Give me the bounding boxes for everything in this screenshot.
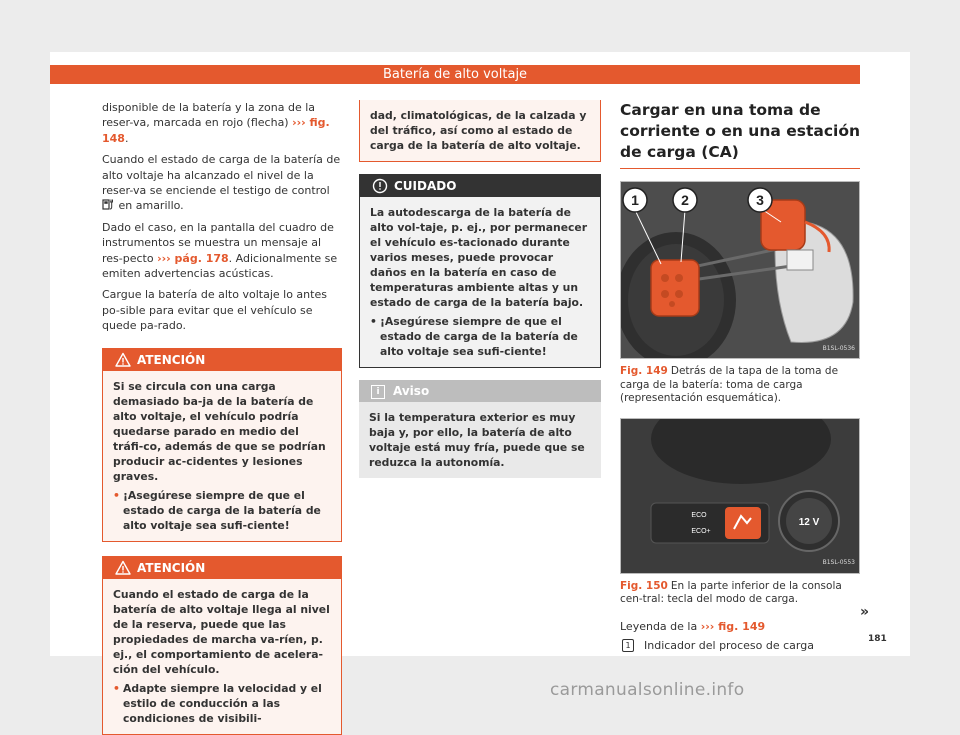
caption-text: Detrás de la tapa de la toma de carga de la batería: toma de carga (representación esquemática). (620, 365, 839, 404)
callout-2-label: 2 (681, 192, 689, 208)
paragraph (102, 100, 342, 146)
note-box (359, 380, 601, 478)
fuel-plug-icon (102, 199, 115, 210)
text: Dado el caso, en la pantalla del cuadro de instrumentos se muestra un mensaje al res-pecto (102, 220, 334, 265)
bullet-text: ¡Asegúrese siempre de que el estado de carga de la batería de alto voltaje sea sufi-ciente! (123, 488, 321, 532)
text: . (124, 131, 129, 145)
console-illustration (621, 419, 860, 573)
warning-header (103, 349, 341, 371)
legend (620, 619, 860, 654)
figure-label: Fig. 150 (620, 579, 668, 592)
figure-label: Fig. 149 (620, 365, 668, 377)
caution-body (360, 197, 600, 367)
12v-socket-label: 12 V (798, 516, 820, 528)
warning-text: Si se circula con una carga demasiado ba-ja de la batería de alto voltaje, el vehículo podría quedarse parado en medio del tráfi-co, además de que se podrían producir ac-cidentes y lesiones graves. (113, 379, 326, 483)
warning-body: dad, climatológicas, de la calzada y del tráfico, así como al estado de carga de la batería de alto voltaje. (370, 109, 587, 152)
page-link[interactable]: ››› pág. 178 (157, 251, 229, 265)
caption-text: En la parte inferior de la consola cen-tral: tecla del modo de carga. (620, 579, 842, 605)
paragraph (102, 152, 342, 214)
charging-socket-illustration (621, 182, 860, 358)
bullet-item (370, 314, 590, 359)
caution-box (359, 174, 601, 368)
legend-number: 1 (622, 639, 634, 652)
legend-intro (620, 619, 860, 634)
column-right (620, 100, 860, 653)
info-icon: i (371, 385, 385, 399)
bullet-text: ¡Asegúrese siempre de que el estado de carga de la batería de alto voltaje sea sufi-ciente! (380, 315, 578, 358)
warning-triangle-icon (115, 352, 131, 368)
callout-3-label: 3 (756, 192, 764, 208)
warning-body (103, 579, 341, 734)
figure-link[interactable]: ››› fig. 148 (102, 116, 330, 145)
caution-circle-icon (372, 178, 388, 194)
note-body: Si la temperatura exterior es muy baja y, por ello, la batería de alto voltaje está muy fría, puede que se reduzca la autonomía. (369, 411, 585, 469)
page-header: Batería de alto voltaje (50, 65, 860, 84)
figure-150-image (620, 418, 860, 574)
text: . Adicionalmente se emiten advertencias acústicas. (102, 251, 338, 281)
warning-title: ATENCIÓN (137, 560, 206, 575)
warning-title: ATENCIÓN (137, 352, 206, 367)
column-middle (359, 100, 601, 478)
watermark: carmanualsonline.info (550, 680, 745, 700)
paragraph: Cargue la batería de alto voltaje lo antes po-sible para evitar que el vehículo se quede pa-rado. (102, 288, 327, 333)
bullet-item (113, 488, 331, 533)
continue-mark: » (860, 604, 870, 620)
warning-triangle-icon (115, 560, 131, 576)
warning-body (103, 371, 341, 541)
figure-link[interactable]: ››› fig. 149 (700, 619, 766, 633)
text: en amarillo. (115, 199, 184, 213)
figure-code: B1SL-0553 (822, 559, 855, 567)
figure-caption (620, 365, 860, 406)
text: disponible de la batería y la zona de la reser-va, marcada en rojo (flecha) (102, 101, 316, 130)
text: Leyenda de la (620, 619, 701, 633)
eco-plus-label: ECO+ (691, 527, 711, 535)
warning-box-continued (359, 100, 601, 162)
caution-text: La autodescarga de la batería de alto vol-taje, p. ej., por permanecer el vehículo es-tacionado durante varios meses, puede provocar daños en la batería en caso de temperaturas ambiente altas y un estado de carga de la batería bajo. (370, 206, 588, 309)
bullet-icon: • (113, 488, 120, 502)
figure-code: B1SL-0536 (822, 344, 855, 352)
warning-box (102, 348, 342, 542)
legend-item (620, 638, 860, 653)
bullet-icon: • (113, 681, 120, 695)
caution-header (360, 175, 600, 197)
warning-text: Cuando el estado de carga de la batería de alto voltaje llega al nivel de la reserva, puede que las propiedades de marcha va-ríen, p. ej., el comportamiento de acelera-ción del vehículo. (113, 587, 330, 676)
figure-149-image (620, 181, 860, 359)
callout-1-label: 1 (631, 192, 639, 208)
legend-text: Indicador del proceso de carga (644, 638, 814, 652)
bullet-item (113, 681, 331, 726)
section-title: Cargar en una toma de corriente o en una estación de carga (CA) (620, 100, 860, 169)
note-title: Aviso (393, 384, 430, 398)
warning-header (103, 557, 341, 579)
eco-label: ECO (691, 511, 707, 519)
text: Cuando el estado de carga de la batería de alto voltaje ha alcanzado el nivel de la reser-va se enciende el testigo de control (102, 153, 341, 198)
paragraph (102, 220, 342, 282)
caution-title: CUIDADO (394, 179, 457, 193)
page-number: 181 (868, 634, 887, 644)
figure-caption (620, 580, 860, 607)
bullet-icon: • (370, 315, 377, 328)
column-left (102, 100, 342, 735)
bullet-text: Adapte siempre la velocidad y el estilo de conducción a las condiciones de visibili- (123, 681, 322, 725)
note-header (359, 380, 601, 402)
